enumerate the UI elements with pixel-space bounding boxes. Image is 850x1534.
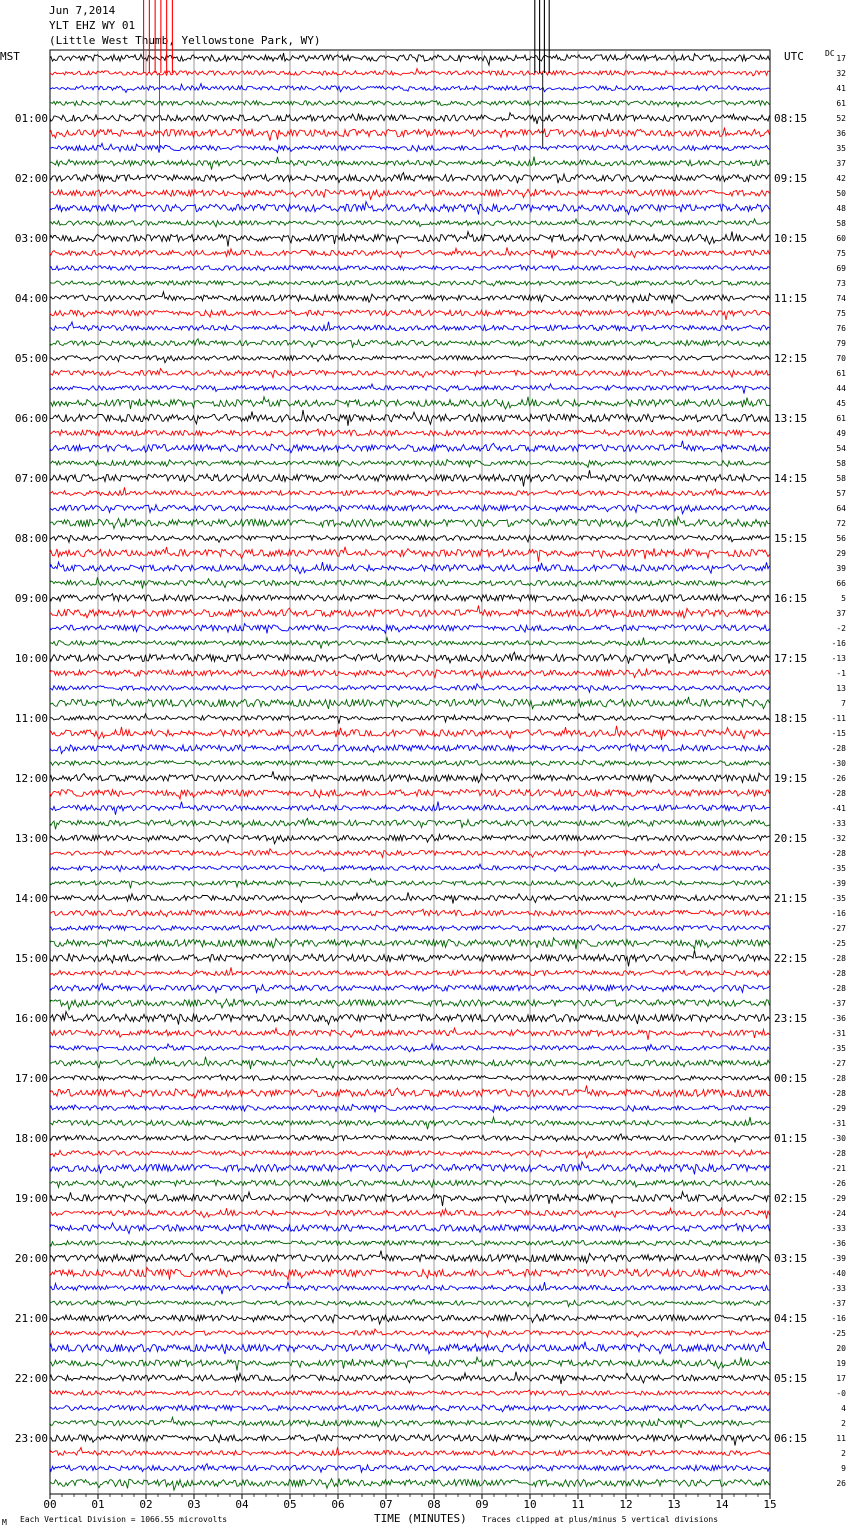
- mst-hour-label: 05:00: [14, 352, 48, 365]
- seismic-trace: [50, 1240, 770, 1246]
- mst-hour-label: 21:00: [14, 1312, 48, 1325]
- seismic-trace: [50, 310, 770, 320]
- dc-offset-label: 70: [836, 354, 846, 363]
- dc-offset-label: -13: [831, 654, 846, 663]
- dc-offset-label: -39: [831, 879, 846, 888]
- dc-offset-label: -40: [831, 1269, 846, 1278]
- dc-offset-label: -28: [831, 969, 846, 978]
- utc-axis-title: UTC: [784, 50, 804, 63]
- seismic-trace: [50, 280, 770, 286]
- utc-hour-label: 13:15: [774, 412, 808, 425]
- mst-hour-label: 10:00: [14, 652, 48, 665]
- seismic-trace: [50, 384, 770, 394]
- dc-offset-label: -27: [831, 1059, 846, 1068]
- x-tick-label: 07: [379, 1498, 393, 1511]
- seismic-trace: [50, 950, 770, 966]
- seismic-trace: [50, 292, 770, 304]
- x-tick-label: 02: [139, 1498, 153, 1511]
- dc-offset-label: 72: [836, 519, 846, 528]
- dc-offset-label: -30: [831, 1134, 846, 1143]
- clip-note: Traces clipped at plus/minus 5 vertical divisions: [482, 1515, 719, 1524]
- dc-offset-label: 2: [841, 1449, 846, 1458]
- dc-offset-label: 48: [836, 204, 846, 213]
- x-tick-label: 13: [667, 1498, 681, 1511]
- seismic-trace: [50, 429, 770, 436]
- seismic-trace: [50, 397, 770, 409]
- seismic-trace: [50, 638, 770, 649]
- dc-offset-label: -35: [831, 894, 846, 903]
- dc-offset-label: -35: [831, 864, 846, 873]
- scale-note: Each Vertical Division = 1066.55 microvolts: [20, 1515, 228, 1524]
- dc-offset-label: 37: [836, 609, 846, 618]
- seismic-trace: [50, 909, 770, 917]
- seismic-trace: [50, 1268, 770, 1280]
- seismic-trace: [50, 1251, 770, 1263]
- utc-hour-label: 03:15: [774, 1252, 808, 1265]
- dc-offset-label: -16: [831, 639, 846, 648]
- mst-hour-label: 03:00: [14, 232, 48, 245]
- dc-offset-label: -37: [831, 999, 846, 1008]
- utc-hour-label: 21:15: [774, 892, 808, 905]
- x-tick-label: 04: [235, 1498, 249, 1511]
- seismic-trace: [50, 771, 770, 782]
- dc-offset-label: 66: [836, 579, 846, 588]
- dc-offset-label: -28: [831, 789, 846, 798]
- seismic-trace: [50, 1342, 770, 1355]
- x-tick-label: 09: [475, 1498, 489, 1511]
- dc-offset-label: 61: [836, 369, 846, 378]
- seismic-trace: [50, 1282, 770, 1294]
- dc-offset-label: 52: [836, 114, 846, 123]
- mst-hour-label: 04:00: [14, 292, 48, 305]
- dc-offset-label: 4: [841, 1404, 846, 1413]
- seismic-trace: [50, 1134, 770, 1142]
- seismic-trace: [50, 879, 770, 889]
- utc-hour-label: 15:15: [774, 532, 808, 545]
- seismic-trace: [50, 652, 770, 664]
- seismic-trace: [50, 536, 770, 543]
- dc-offset-label: -15: [831, 729, 846, 738]
- seismic-trace: [50, 594, 770, 602]
- dc-offset-label: 39: [836, 564, 846, 573]
- dc-offset-label: 32: [836, 69, 846, 78]
- dc-offset-label: -36: [831, 1239, 846, 1248]
- dc-offset-label: -39: [831, 1254, 846, 1263]
- dc-offset-label: -2: [836, 624, 846, 633]
- x-tick-label: 15: [763, 1498, 777, 1511]
- dc-offset-label: 58: [836, 474, 846, 483]
- seismic-trace: [50, 1435, 770, 1446]
- seismic-trace: [50, 789, 770, 799]
- x-tick-label: 00: [43, 1498, 57, 1511]
- x-axis-title: TIME (MINUTES): [374, 1512, 467, 1525]
- utc-hour-label: 18:15: [774, 712, 808, 725]
- seismic-trace: [50, 1447, 770, 1455]
- dc-offset-label: 76: [836, 324, 846, 333]
- mst-hour-label: 13:00: [14, 832, 48, 845]
- seismic-trace: [50, 232, 770, 247]
- dc-offset-label: -26: [831, 1179, 846, 1188]
- dc-offset-label: 13: [836, 684, 846, 693]
- dc-offset-label: 75: [836, 309, 846, 318]
- dc-offset-label: -29: [831, 1194, 846, 1203]
- utc-hour-label: 01:15: [774, 1132, 808, 1145]
- mst-hour-label: 12:00: [14, 772, 48, 785]
- dc-offset-label: -33: [831, 1224, 846, 1233]
- mst-hour-label: 19:00: [14, 1192, 48, 1205]
- seismic-trace: [50, 69, 770, 76]
- dc-offset-label: 11: [836, 1434, 846, 1443]
- seismic-trace: [50, 219, 770, 227]
- seismic-trace: [50, 247, 770, 258]
- utc-hour-label: 08:15: [774, 112, 808, 125]
- seismic-trace: [50, 322, 770, 331]
- seismic-trace: [50, 1329, 770, 1337]
- dc-offset-label: 75: [836, 249, 846, 258]
- seismic-trace: [50, 173, 770, 184]
- x-tick-label: 06: [331, 1498, 345, 1511]
- seismic-trace: [50, 410, 770, 426]
- seismic-trace: [50, 1192, 770, 1206]
- seismic-trace: [50, 1417, 770, 1428]
- dc-offset-label: 58: [836, 459, 846, 468]
- seismic-trace: [50, 1162, 770, 1175]
- seismic-trace: [50, 834, 770, 843]
- dc-offset-label: 60: [836, 234, 846, 243]
- seismic-trace: [50, 547, 770, 562]
- seismic-trace: [50, 1464, 770, 1473]
- seismic-trace: [50, 925, 770, 932]
- dc-offset-label: 5: [841, 594, 846, 603]
- dc-offset-label: -26: [831, 774, 846, 783]
- seismic-trace: [50, 369, 770, 378]
- dc-offset-label: 29: [836, 549, 846, 558]
- dc-offset-label: -30: [831, 759, 846, 768]
- dc-offset-label: 73: [836, 279, 846, 288]
- seismic-trace: [50, 726, 770, 740]
- mst-hour-label: 01:00: [14, 112, 48, 125]
- dc-offset-label: -28: [831, 1089, 846, 1098]
- seismic-trace: [50, 1150, 770, 1158]
- seismic-trace: [50, 1075, 770, 1081]
- dc-offset-label: -28: [831, 1074, 846, 1083]
- dc-offset-label: -1: [836, 669, 846, 678]
- utc-hour-label: 05:15: [774, 1372, 808, 1385]
- dc-offset-label: 26: [836, 1479, 846, 1488]
- seismic-trace: [50, 606, 770, 619]
- utc-hour-label: 17:15: [774, 652, 808, 665]
- seismic-trace: [50, 1012, 770, 1025]
- seismic-trace: [50, 517, 770, 529]
- dc-offset-label: -33: [831, 819, 846, 828]
- dc-offset-label: 9: [841, 1464, 846, 1473]
- seismic-trace: [50, 157, 770, 170]
- seismic-trace: [50, 1299, 770, 1306]
- mst-hour-label: 20:00: [14, 1252, 48, 1265]
- scale-mark: M: [2, 1518, 7, 1527]
- x-tick-label: 03: [187, 1498, 201, 1511]
- dc-offset-label: 19: [836, 1359, 846, 1368]
- seismic-trace: [50, 1479, 770, 1491]
- seismic-trace: [50, 1085, 770, 1098]
- seismic-trace: [50, 1390, 770, 1396]
- seismic-trace: [50, 101, 770, 107]
- seismic-trace: [50, 818, 770, 829]
- seismic-trace: [50, 1223, 770, 1234]
- dc-offset-label: 54: [836, 444, 846, 453]
- dc-offset-label: 37: [836, 159, 846, 168]
- mst-hour-label: 18:00: [14, 1132, 48, 1145]
- seismic-trace: [50, 802, 770, 815]
- seismic-trace: [50, 143, 770, 152]
- seismic-trace: [50, 53, 770, 65]
- utc-hour-label: 02:15: [774, 1192, 808, 1205]
- seismic-trace: [50, 487, 770, 496]
- dc-offset-label: 44: [836, 384, 846, 393]
- dc-offset-label: 56: [836, 534, 846, 543]
- seismic-trace: [50, 577, 770, 588]
- utc-hour-label: 06:15: [774, 1432, 808, 1445]
- seismic-trace: [50, 892, 770, 903]
- dc-offset-label: 17: [836, 54, 846, 63]
- seismic-trace: [50, 849, 770, 858]
- seismic-trace: [50, 441, 770, 453]
- x-tick-label: 14: [715, 1498, 729, 1511]
- dc-offset-label: -31: [831, 1119, 846, 1128]
- mst-hour-label: 09:00: [14, 592, 48, 605]
- x-tick-label: 08: [427, 1498, 441, 1511]
- seismic-trace: [50, 624, 770, 634]
- dc-offset-label: -28: [831, 849, 846, 858]
- dc-offset-label: 36: [836, 129, 846, 138]
- dc-offset-label: 42: [836, 174, 846, 183]
- mst-hour-label: 16:00: [14, 1012, 48, 1025]
- utc-hour-label: 04:15: [774, 1312, 808, 1325]
- seismic-trace: [50, 714, 770, 724]
- dc-offset-label: 79: [836, 339, 846, 348]
- dc-offset-label: -27: [831, 924, 846, 933]
- utc-hour-label: 12:15: [774, 352, 808, 365]
- seismic-trace: [50, 1044, 770, 1052]
- dc-offset-label: -37: [831, 1299, 846, 1308]
- seismic-trace: [50, 684, 770, 692]
- dc-offset-label: 2: [841, 1419, 846, 1428]
- dc-offset-label: 35: [836, 144, 846, 153]
- dc-offset-label: 50: [836, 189, 846, 198]
- dc-offset-label: 41: [836, 84, 846, 93]
- dc-offset-label: 7: [841, 699, 846, 708]
- dc-offset-label: 49: [836, 429, 846, 438]
- seismic-trace: [50, 84, 770, 93]
- x-tick-label: 05: [283, 1498, 297, 1511]
- dc-offset-label: -11: [831, 714, 846, 723]
- seismic-trace: [50, 202, 770, 215]
- seismic-trace: [50, 128, 770, 141]
- dc-offset-label: 74: [836, 294, 846, 303]
- seismic-trace: [50, 967, 770, 976]
- dc-offset-label: -28: [831, 1149, 846, 1158]
- utc-hour-label: 22:15: [774, 952, 808, 965]
- mst-axis-title: MST: [0, 50, 20, 63]
- mst-hour-label: 11:00: [14, 712, 48, 725]
- dc-offset-label: 57: [836, 489, 846, 498]
- mst-hour-label: 15:00: [14, 952, 48, 965]
- seismic-trace: [50, 744, 770, 754]
- seismic-trace: [50, 339, 770, 347]
- utc-hour-label: 14:15: [774, 472, 808, 485]
- x-tick-label: 10: [523, 1498, 537, 1511]
- dc-offset-label: 61: [836, 414, 846, 423]
- mst-hour-label: 17:00: [14, 1072, 48, 1085]
- dc-offset-label: -0: [836, 1389, 846, 1398]
- utc-hour-label: 09:15: [774, 172, 808, 185]
- plot-date: Jun 7,2014: [49, 4, 116, 17]
- seismic-trace: [50, 113, 770, 124]
- mst-hour-label: 02:00: [14, 172, 48, 185]
- seismic-trace: [50, 470, 770, 486]
- seismic-trace: [50, 459, 770, 467]
- seismic-trace: [50, 1028, 770, 1040]
- seismic-trace: [50, 1207, 770, 1218]
- seismic-trace: [50, 355, 770, 363]
- seismic-trace: [50, 864, 770, 872]
- dc-offset-label: -31: [831, 1029, 846, 1038]
- dc-offset-label: -21: [831, 1164, 846, 1173]
- utc-hour-label: 00:15: [774, 1072, 808, 1085]
- dc-offset-label: 61: [836, 99, 846, 108]
- mst-hour-label: 08:00: [14, 532, 48, 545]
- station-location: (Little West Thumb, Yellowstone Park, WY): [49, 34, 321, 47]
- dc-offset-label: -29: [831, 1104, 846, 1113]
- seismic-trace: [50, 1404, 770, 1412]
- utc-hour-label: 23:15: [774, 1012, 808, 1025]
- seismic-trace: [50, 562, 770, 574]
- seismic-trace: [50, 983, 770, 992]
- mst-hour-label: 23:00: [14, 1432, 48, 1445]
- x-tick-label: 11: [571, 1498, 585, 1511]
- seismic-trace: [50, 697, 770, 709]
- seismic-trace: [50, 1104, 770, 1112]
- mst-hour-label: 14:00: [14, 892, 48, 905]
- dc-offset-label: -33: [831, 1284, 846, 1293]
- seismic-trace: [50, 189, 770, 199]
- seismic-trace: [50, 1117, 770, 1129]
- x-tick-label: 01: [91, 1498, 105, 1511]
- dc-offset-label: -25: [831, 939, 846, 948]
- utc-hour-label: 19:15: [774, 772, 808, 785]
- seismic-trace: [50, 505, 770, 514]
- seismic-trace: [50, 999, 770, 1010]
- seismic-trace: [50, 760, 770, 766]
- utc-hour-label: 16:15: [774, 592, 808, 605]
- dc-axis-title: DC: [825, 49, 835, 58]
- seismic-trace: [50, 1057, 770, 1069]
- dc-offset-label: -28: [831, 744, 846, 753]
- dc-offset-label: -32: [831, 834, 846, 843]
- seismic-trace: [50, 669, 770, 679]
- mst-hour-label: 06:00: [14, 412, 48, 425]
- dc-offset-label: -28: [831, 954, 846, 963]
- dc-offset-label: 20: [836, 1344, 846, 1353]
- dc-offset-label: -36: [831, 1014, 846, 1023]
- dc-offset-label: 45: [836, 399, 846, 408]
- x-tick-label: 12: [619, 1498, 633, 1511]
- seismic-trace: [50, 938, 770, 949]
- seismic-trace: [50, 1314, 770, 1324]
- dc-offset-label: 17: [836, 1374, 846, 1383]
- utc-hour-label: 11:15: [774, 292, 808, 305]
- mst-hour-label: 07:00: [14, 472, 48, 485]
- dc-offset-label: -16: [831, 1314, 846, 1323]
- dc-offset-label: -24: [831, 1209, 846, 1218]
- dc-offset-label: 64: [836, 504, 846, 513]
- dc-offset-label: -41: [831, 804, 846, 813]
- dc-offset-label: -16: [831, 909, 846, 918]
- seismic-trace: [50, 1180, 770, 1187]
- seismic-trace: [50, 265, 770, 271]
- seismic-trace: [50, 1372, 770, 1384]
- station-name: YLT EHZ WY 01: [49, 19, 136, 32]
- utc-hour-label: 20:15: [774, 832, 808, 845]
- dc-offset-label: -28: [831, 984, 846, 993]
- dc-offset-label: 69: [836, 264, 846, 273]
- dc-offset-label: -25: [831, 1329, 846, 1338]
- dc-offset-label: -35: [831, 1044, 846, 1053]
- utc-hour-label: 10:15: [774, 232, 808, 245]
- dc-offset-label: 58: [836, 219, 846, 228]
- mst-hour-label: 22:00: [14, 1372, 48, 1385]
- seismic-trace: [50, 1357, 770, 1370]
